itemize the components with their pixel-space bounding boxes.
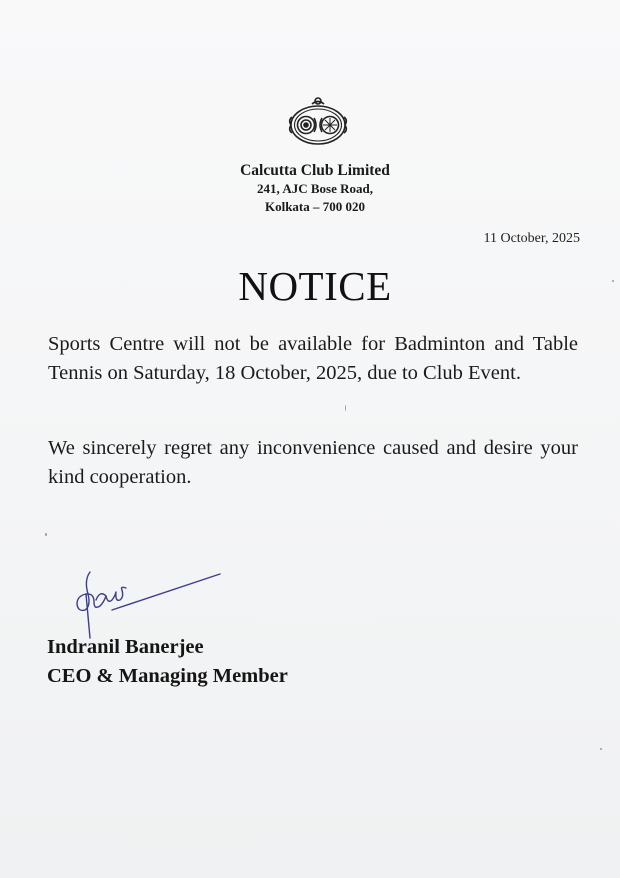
- paper-speck: [345, 405, 346, 411]
- address-line-2: Kolkata – 700 020: [264, 199, 366, 214]
- notice-paragraph-1: Sports Centre will not be available for Badminton and Table Tennis on Saturday, 18 October, 2025, due to Club Event.: [48, 333, 578, 384]
- club-name: Calcutta Club Limited: [240, 162, 390, 179]
- notice-title: NOTICE: [238, 263, 392, 309]
- calcutta-club-emblem-icon: [286, 96, 350, 148]
- notice-date: 11 October, 2025: [483, 231, 580, 246]
- handwritten-signature: [60, 560, 230, 640]
- paper-speck: [45, 533, 47, 536]
- paper-speck: [600, 748, 602, 750]
- paper-speck: [612, 280, 614, 282]
- signatory-title: CEO & Managing Member: [47, 665, 288, 687]
- notice-paragraph-2: We sincerely regret any inconvenience caused and desire your kind cooperation.: [48, 437, 578, 488]
- signatory-name: Indranil Banerjee: [47, 636, 204, 658]
- address-line-1: 241, AJC Bose Road,: [257, 181, 373, 196]
